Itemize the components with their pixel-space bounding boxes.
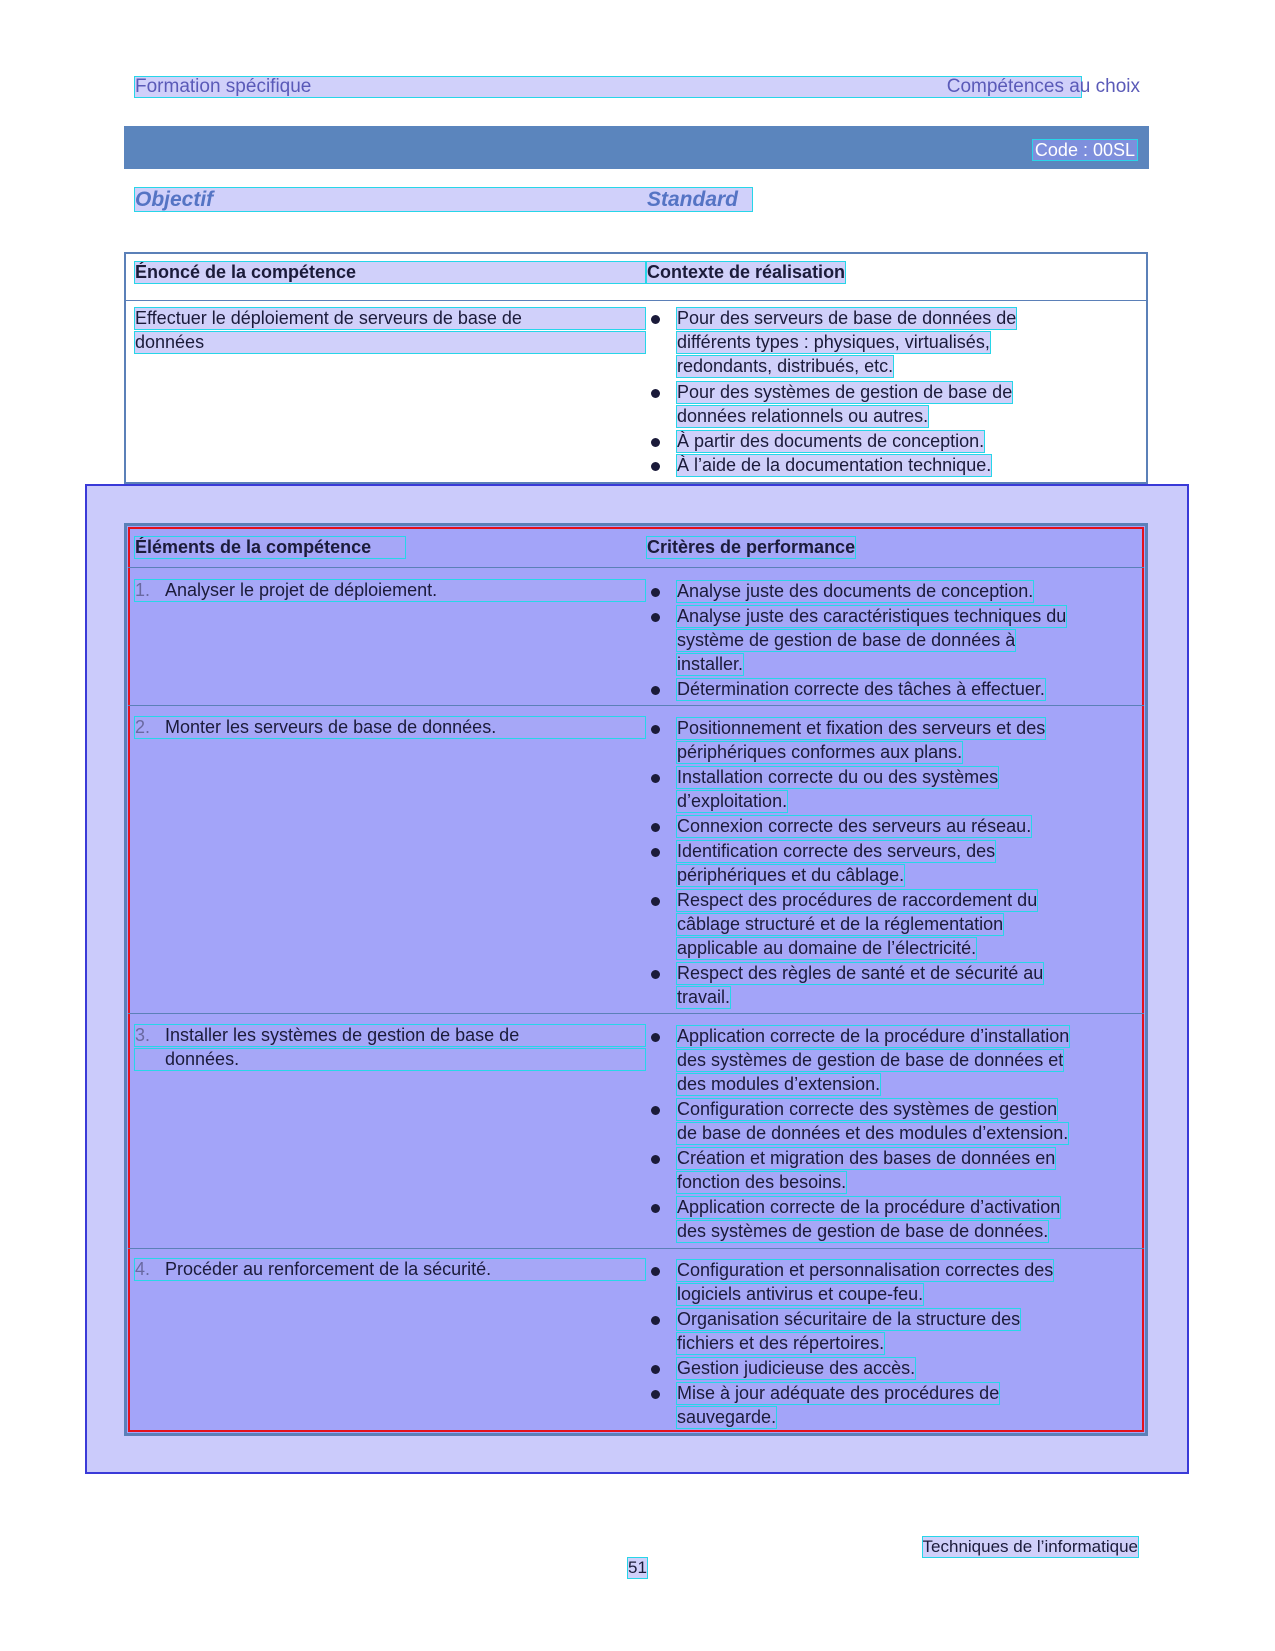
- bullet-icon: [651, 1267, 660, 1276]
- standard-label: Standard: [647, 188, 739, 211]
- criterion-line: installer.: [677, 654, 744, 674]
- criterion-line: des modules d’extension.: [677, 1074, 881, 1094]
- row-divider: [128, 705, 1144, 706]
- criterion-line: applicable au domaine de l’électricité.: [677, 938, 977, 958]
- header-left: Formation spécifique: [135, 77, 1081, 97]
- criterion-line: fonction des besoins.: [677, 1172, 847, 1192]
- criterion-line: d’exploitation.: [677, 791, 788, 811]
- bullet-icon: [651, 1155, 660, 1164]
- footer-program: Techniques de l’informatique: [922, 1537, 1138, 1556]
- bullet-icon: [651, 725, 660, 734]
- criterion-line: câblage structuré et de la réglementation: [677, 914, 1004, 934]
- criterion-line: périphériques conformes aux plans.: [677, 742, 963, 762]
- bullet-icon: [651, 438, 660, 447]
- page-number: 51: [628, 1558, 647, 1577]
- element-label: données.: [135, 1049, 645, 1070]
- bullet-icon: [651, 588, 660, 597]
- criterion-line: système de gestion de base de données à: [677, 630, 1016, 650]
- context-line: Pour des serveurs de base de données de: [677, 308, 1017, 328]
- bullet-icon: [651, 897, 660, 906]
- element-label: Installer les systèmes de gestion de base de: [135, 1025, 645, 1046]
- row-divider: [128, 1248, 1144, 1249]
- bullet-icon: [651, 848, 660, 857]
- header-right: Compétences au choix: [946, 76, 1140, 97]
- criterion-line: Analyse juste des caractéristiques techniques du: [677, 606, 1067, 626]
- criterion-line: des systèmes de gestion de base de données et: [677, 1050, 1064, 1070]
- bullet-icon: [651, 315, 660, 324]
- criterion-line: Organisation sécuritaire de la structure des: [677, 1309, 1021, 1329]
- bullet-icon: [651, 823, 660, 832]
- context-line: À partir des documents de conception.: [677, 431, 985, 451]
- criterion-line: Identification correcte des serveurs, des: [677, 841, 996, 861]
- criterion-line: Mise à jour adéquate des procédures de: [677, 1383, 1000, 1403]
- criterion-line: Positionnement et fixation des serveurs et des: [677, 718, 1046, 738]
- bullet-icon: [651, 1033, 660, 1042]
- statement-header: Énoncé de la compétence: [135, 262, 645, 283]
- context-header: Contexte de réalisation: [647, 262, 846, 282]
- criterion-line: Installation correcte du ou des systèmes: [677, 767, 999, 787]
- bullet-icon: [651, 1316, 660, 1325]
- context-line: différents types : physiques, virtualisés,: [677, 332, 990, 352]
- bullet-icon: [651, 1390, 660, 1399]
- code-label: Code : 00SL: [1034, 140, 1135, 160]
- row-divider: [128, 567, 1144, 568]
- criterion-line: Connexion correcte des serveurs au réseau.: [677, 816, 1032, 836]
- bullet-icon: [651, 1106, 660, 1115]
- criterion-line: Configuration correcte des systèmes de gestion: [677, 1099, 1058, 1119]
- criterion-line: périphériques et du câblage.: [677, 865, 905, 885]
- bullet-icon: [651, 774, 660, 783]
- criteria-header: Critères de performance: [647, 537, 856, 557]
- criterion-line: Respect des procédures de raccordement du: [677, 890, 1038, 910]
- element-label: Procéder au renforcement de la sécurité.: [135, 1259, 645, 1280]
- bullet-icon: [651, 970, 660, 979]
- criterion-line: Analyse juste des documents de conception.: [677, 581, 1034, 601]
- criterion-line: Application correcte de la procédure d’activation: [677, 1197, 1061, 1217]
- row-divider: [128, 1013, 1144, 1014]
- context-line: À l’aide de la documentation technique.: [677, 455, 992, 475]
- statement-line: Effectuer le déploiement de serveurs de base de: [135, 308, 645, 329]
- context-line: Pour des systèmes de gestion de base de: [677, 382, 1013, 402]
- code-band: [124, 126, 1149, 169]
- criterion-line: travail.: [677, 987, 731, 1007]
- criterion-line: Détermination correcte des tâches à effectuer.: [677, 679, 1045, 699]
- bullet-icon: [651, 686, 660, 695]
- criterion-line: des systèmes de gestion de base de données.: [677, 1221, 1049, 1241]
- bullet-icon: [651, 1365, 660, 1374]
- top-table: [124, 252, 1148, 484]
- criterion-line: sauvegarde.: [677, 1407, 777, 1427]
- criterion-line: Création et migration des bases de données en: [677, 1148, 1056, 1168]
- element-label: Analyser le projet de déploiement.: [135, 580, 645, 601]
- criterion-line: Respect des règles de santé et de sécurité au: [677, 963, 1044, 983]
- criterion-line: de base de données et des modules d’extension.: [677, 1123, 1069, 1143]
- bullet-icon: [651, 462, 660, 471]
- context-line: données relationnels ou autres.: [677, 406, 929, 426]
- bullet-icon: [651, 389, 660, 398]
- context-line: redondants, distribués, etc.: [677, 356, 894, 376]
- criterion-line: fichiers et des répertoires.: [677, 1333, 885, 1353]
- elements-header: Éléments de la compétence: [135, 537, 405, 558]
- criterion-line: Gestion judicieuse des accès.: [677, 1358, 916, 1378]
- criterion-line: logiciels antivirus et coupe-feu.: [677, 1284, 924, 1304]
- bullet-icon: [651, 613, 660, 622]
- criterion-line: Configuration et personnalisation correctes des: [677, 1260, 1054, 1280]
- bullet-icon: [651, 1204, 660, 1213]
- statement-line: données: [135, 332, 645, 353]
- objectif-label: Objectif: [135, 188, 752, 211]
- criterion-line: Application correcte de la procédure d’installation: [677, 1026, 1070, 1046]
- element-label: Monter les serveurs de base de données.: [135, 717, 645, 738]
